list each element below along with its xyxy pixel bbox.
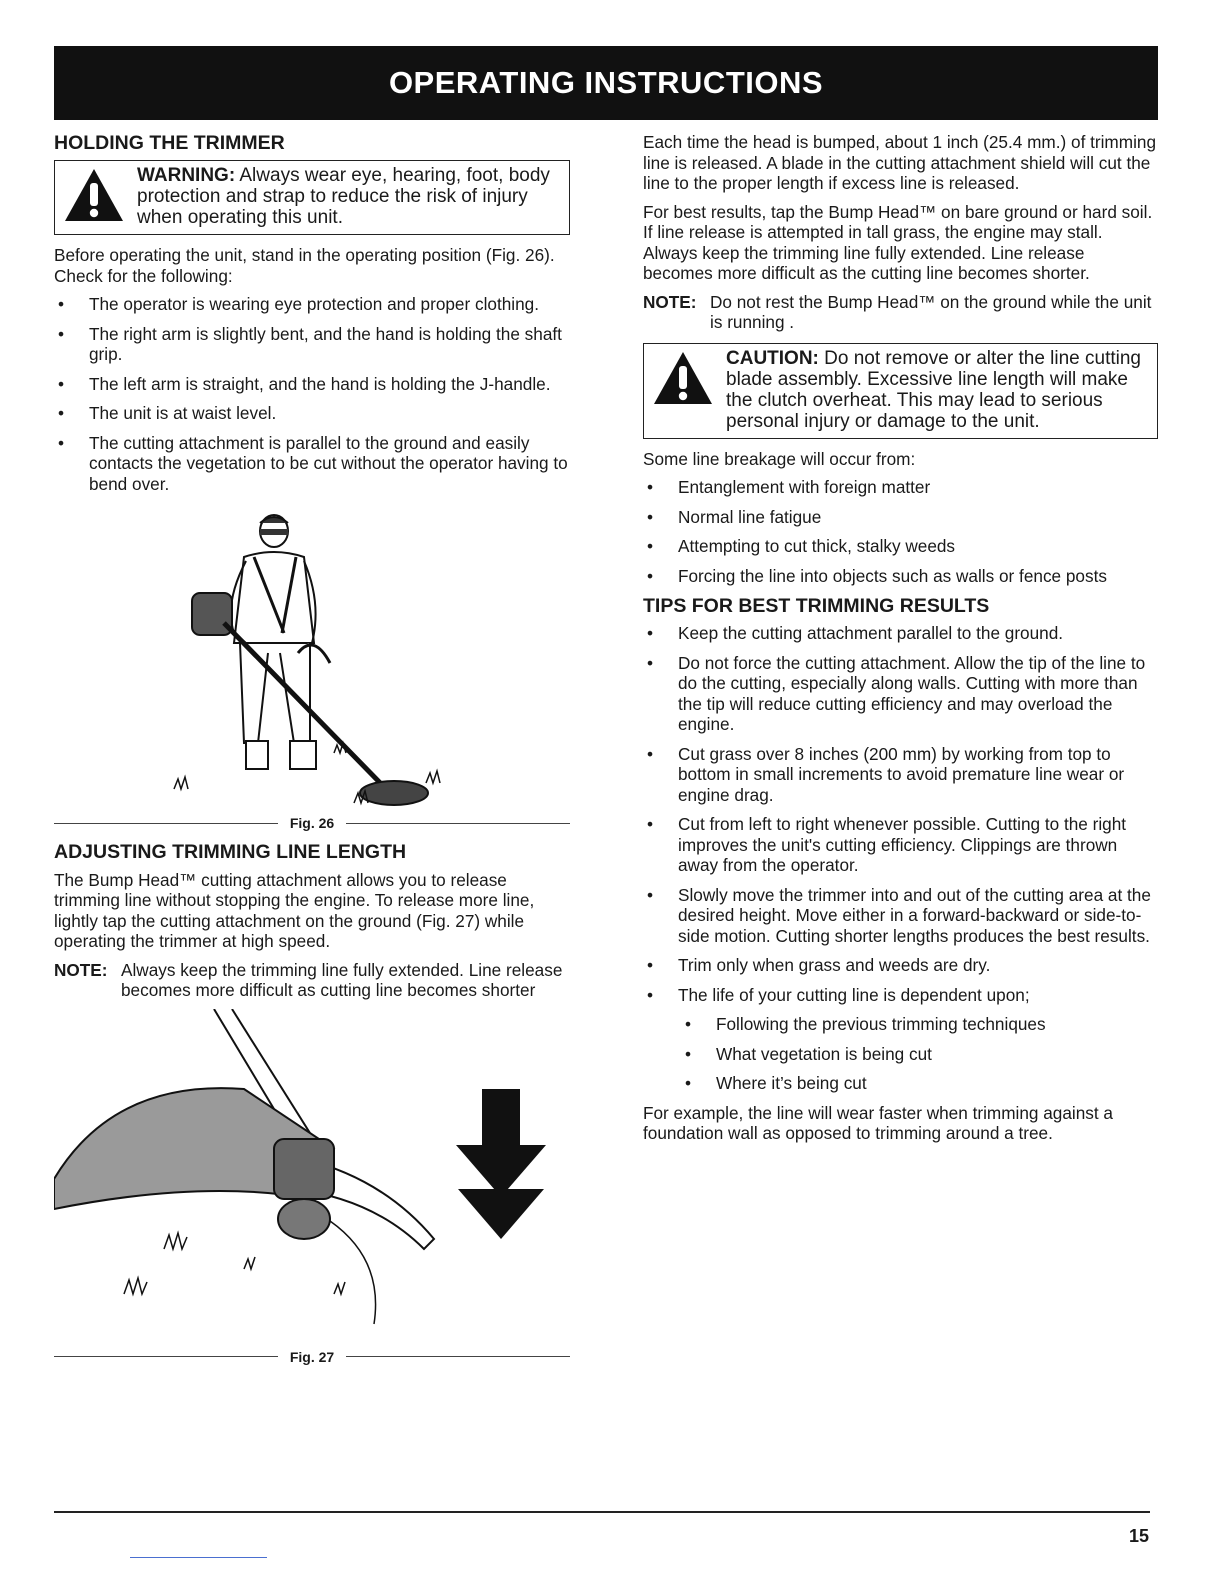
footer-rule	[54, 1511, 1150, 1513]
down-chevron-icon	[458, 1189, 544, 1239]
heading-tips: TIPS FOR BEST TRIMMING RESULTS	[643, 595, 990, 617]
fig27-caption: Fig. 27	[54, 1349, 570, 1365]
subtips-list	[643, 1014, 1158, 1094]
fig26-caption: Fig. 26	[54, 815, 570, 831]
breakage-intro: Some line breakage will occur from:	[643, 448, 916, 469]
warning-box	[54, 160, 570, 235]
tips-list	[643, 623, 1158, 1005]
list-item: • Cut from left to right whenever possible. Cutting to the right improves the unit's cutting efficiency. Clippings are thrown away from the operator.	[643, 814, 1158, 876]
left-column	[54, 132, 570, 1375]
holding-intro: Before operating the unit, stand in the operating position (Fig. 26). Check for the following:	[54, 245, 555, 286]
caution-label: CAUTION:	[726, 347, 819, 369]
page-banner: OPERATING INSTRUCTIONS	[54, 46, 1158, 120]
list-item: • Keep the cutting attachment parallel to the ground.	[643, 623, 1158, 644]
closing-paragraph: For example, the line will wear faster when trimming against a foundation wall as opposed to trimming around a tree.	[643, 1102, 1113, 1144]
list-item: • Attempting to cut thick, stalky weeds	[643, 536, 1158, 557]
list-item: • The life of your cutting line is dependent upon;	[643, 985, 1158, 1006]
list-item: • The operator is wearing eye protection and proper clothing.	[54, 294, 570, 315]
note-left	[54, 960, 570, 1001]
bump-paragraph: Each time the head is bumped, about 1 inch (25.4 mm.) of trimming line is released. A blade in the cutting attachment shield will cut the line to the proper length if excess line is released.	[643, 132, 1157, 193]
note-label: NOTE:	[643, 291, 697, 312]
best-results-paragraph: For best results, tap the Bump Head™ on bare ground or hard soil. If line release is attempted in tall grass, the engine may stall. Always keep the trimming line fully extended. Line release becomes more difficult as the cutting line becomes shorter.	[643, 201, 1153, 283]
warning-label: WARNING:	[137, 165, 236, 187]
note-label: NOTE:	[54, 959, 108, 980]
list-item: • Trim only when grass and weeds are dry.	[643, 955, 1158, 976]
list-item: • Do not force the cutting attachment. Allow the tip of the line to do the cutting, especially along walls. Cutting with more than the tip will reduce cutting efficiency and may overload the engine.	[643, 653, 1158, 735]
list-item: • Where it’s being cut	[681, 1073, 1158, 1094]
note-right	[643, 292, 1158, 333]
list-item: • The cutting attachment is parallel to the ground and easily contacts the vegetation to be cut without the operator having to bend over.	[54, 433, 570, 495]
list-item: • Forcing the line into objects such as walls or fence posts	[643, 566, 1158, 587]
list-item: • Normal line fatigue	[643, 507, 1158, 528]
figure-27-bump-head-illustration	[54, 1009, 570, 1349]
list-item: • The left arm is straight, and the hand is holding the J-handle.	[54, 374, 570, 395]
list-item: • The right arm is slightly bent, and the hand is holding the shaft grip.	[54, 324, 570, 365]
down-arrow-icon	[456, 1089, 546, 1197]
list-item: • Slowly move the trimmer into and out of the cutting area at the desired height. Move either in a forward-backward or side-to-side motion. Cutting shorter lengths produces the best results.	[643, 885, 1158, 947]
note-text: Do not rest the Bump Head™ on the ground while the unit is running .	[710, 291, 1152, 332]
figure-26-operator-illustration	[54, 503, 570, 815]
list-item: • What vegetation is being cut	[681, 1044, 1158, 1065]
page-number: 15	[1128, 1526, 1149, 1546]
warning-text: Always wear eye, hearing, foot, body protection and strap to reduce the risk of injury when operating this unit.	[137, 165, 550, 229]
breakage-list	[643, 477, 1158, 586]
caution-icon	[652, 350, 714, 406]
holding-checklist	[54, 294, 570, 494]
list-item: • Entanglement with foreign matter	[643, 477, 1158, 498]
adjust-paragraph: The Bump Head™ cutting attachment allows you to release trimming line without stopping the engine. To release more line, lightly tap the cutting attachment on the ground (Fig. 27) while operating the trimmer at high speed.	[54, 869, 535, 952]
list-item: • The unit is at waist level.	[54, 403, 570, 424]
heading-adjusting-line: ADJUSTING TRIMMING LINE LENGTH	[54, 841, 407, 864]
footer-accent-line	[130, 1557, 267, 1558]
heading-holding-trimmer: HOLDING THE TRIMMER	[54, 132, 285, 154]
warning-icon	[63, 167, 125, 223]
right-column	[643, 132, 1158, 1152]
caution-box	[643, 343, 1158, 439]
caution-text: Do not remove or alter the line cutting blade assembly. Excessive line length will make the clutch overheat. This may lead to serious personal injury or damage to the unit.	[726, 347, 1141, 432]
list-item: • Cut grass over 8 inches (200 mm) by working from top to bottom in small increments to avoid premature line wear or engine drag.	[643, 744, 1158, 806]
note-text: Always keep the trimming line fully extended. Line release becomes more difficult as cutting line becomes shorter	[121, 959, 563, 1001]
list-item: • Following the previous trimming techniques	[681, 1014, 1158, 1035]
